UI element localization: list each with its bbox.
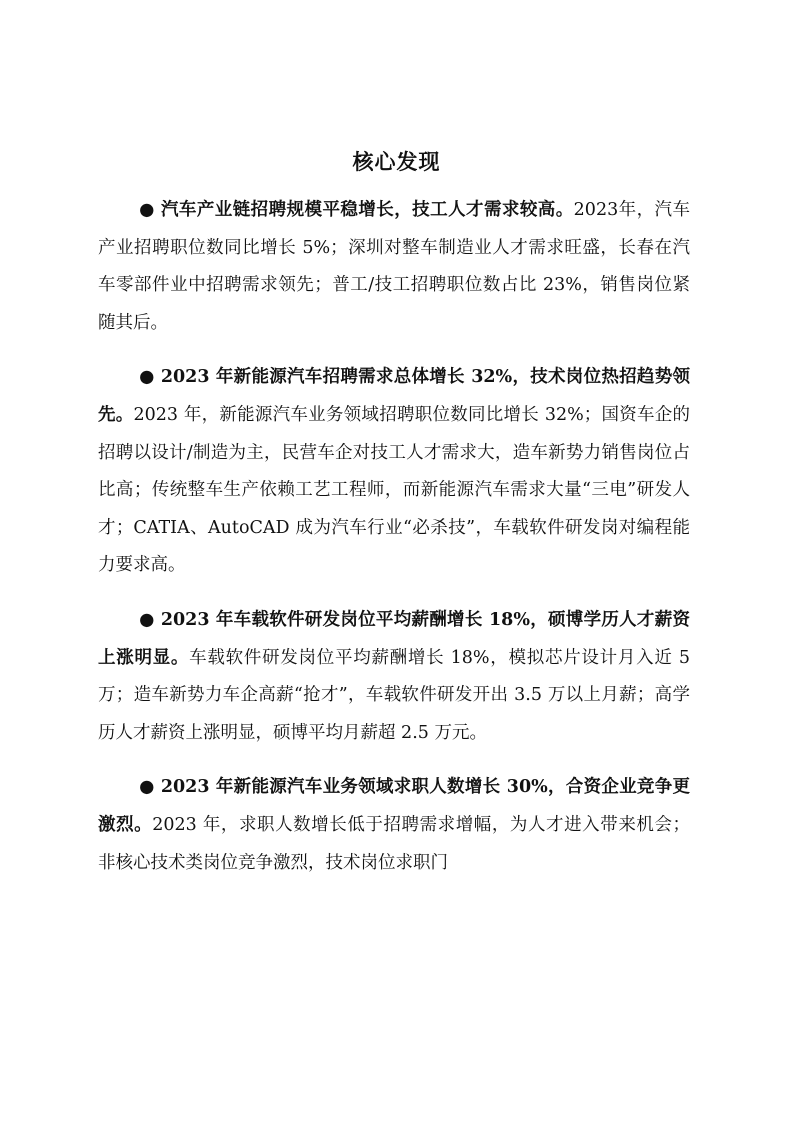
finding-item xyxy=(98,769,690,882)
finding-body: 车载软件研发岗位平均薪酬增长 18%，模拟芯片设计月入近 5 万；造车新势力车企高薪“抢才”，车载软件研发开出 3.5 万以上月薪；高学历人才薪资上涨明显，硕博平均月薪超 2.5 万元。 xyxy=(98,647,691,743)
finding-body: 2023 年，新能源汽车业务领域招聘职位数同比增长 32%；国资车企的招聘以设计/制造为主，民营车企对技工人才需求大，造车新势力销售岗位占比高；传统整车生产依赖工艺工程师，而新能源汽车需求大量“三电”研发人才；CATIA、AutoCAD 成为汽车行业“必杀技”，车载软件研发岗对编程能力要求高。 xyxy=(98,404,690,576)
page-title: 核心发现 xyxy=(352,149,441,174)
finding-body: 2023 年，求职人数增长低于招聘需求增幅，为人才进入带来机会；非核心技术类岗位竞争激烈，技术岗位求职门 xyxy=(98,814,691,873)
bullet-icon: ● xyxy=(139,777,155,798)
finding-body: 2023年，汽车产业招聘职位数同比增长 5%；深圳对整车制造业人才需求旺盛，长春在汽车零部件业中招聘需求领先；普工/技工招聘职位数占比 23%，销售岗位紧随其后。 xyxy=(98,200,690,333)
findings-list xyxy=(98,192,690,899)
finding-headline: 2023 年新能源汽车招聘需求总体增长 32%，技术岗位热招趋势领先。 xyxy=(98,367,690,425)
bullet-icon: ● xyxy=(139,367,155,388)
finding-item xyxy=(98,359,690,585)
finding-headline: 2023 年车载软件研发岗位平均薪酬增长 18%，硕博学历人才薪资上涨明显。 xyxy=(98,609,690,668)
bullet-icon: ● xyxy=(139,200,155,220)
bullet-icon: ● xyxy=(139,609,155,630)
finding-item xyxy=(98,192,690,342)
finding-headline: 汽车产业链招聘规模平稳增长，技工人才需求较高。 xyxy=(160,200,574,220)
finding-headline: 2023 年新能源汽车业务领域求职人数增长 30%，合资企业竞争更激烈。 xyxy=(98,777,690,835)
finding-item xyxy=(98,602,690,752)
